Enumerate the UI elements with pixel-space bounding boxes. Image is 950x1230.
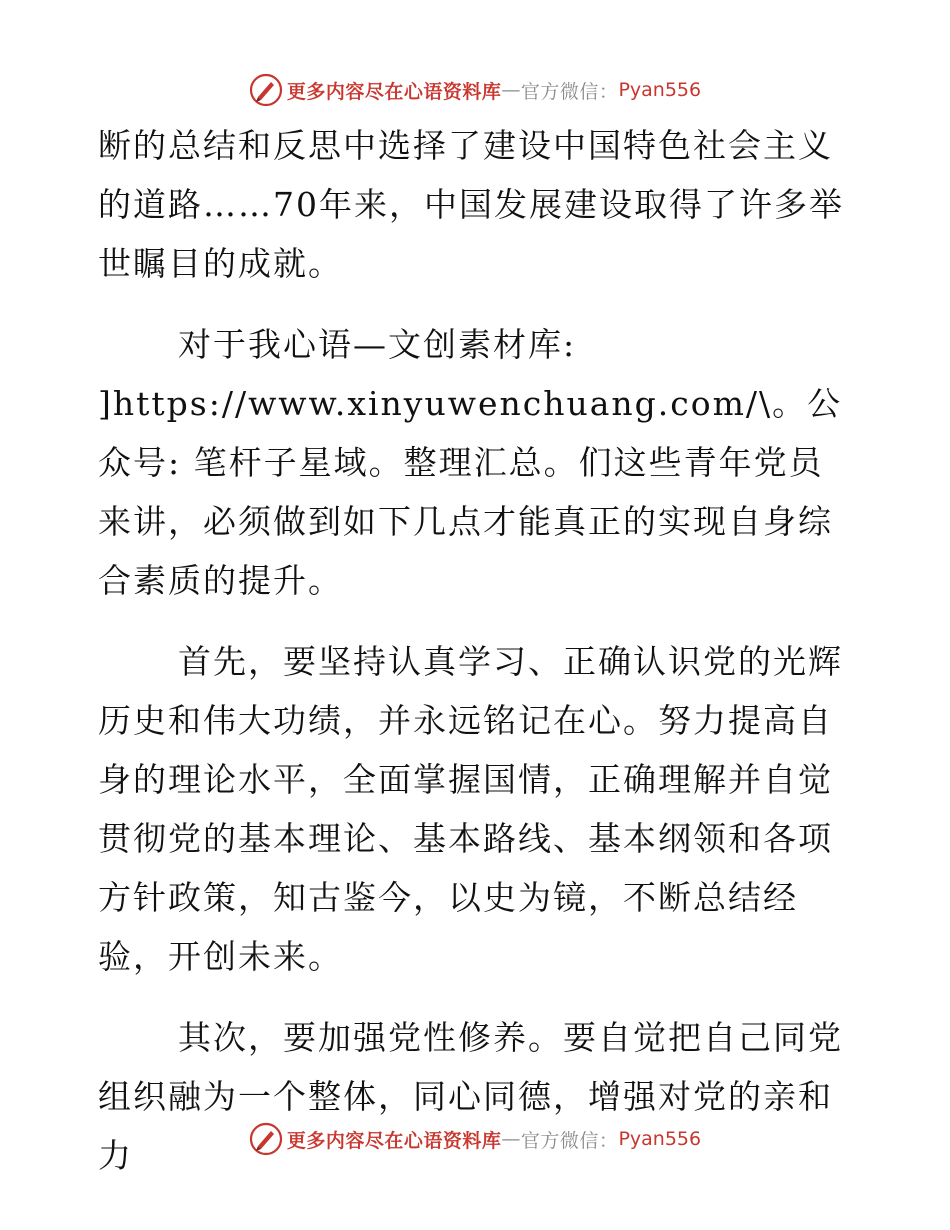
watermark-wechat-label: 官方微信： <box>520 1129 619 1152</box>
watermark-banner-top <box>0 72 950 108</box>
pen-logo-icon <box>249 73 283 107</box>
watermark-wechat-id: Pyan556 <box>618 79 702 101</box>
watermark-wechat-label: 官方微信： <box>520 80 619 103</box>
watermark-dash: — <box>501 79 521 101</box>
watermark-dash: — <box>501 1128 521 1150</box>
paragraph-3: 首先，要坚持认真学习、正确认识党的光辉历史和伟大功绩，并永远铭记在心。努力提高自身的理论水平，全面掌握国情，正确理解并自觉贯彻党的基本理论、基本路线、基本纲领和各项方针政策，知古鉴今，以史为镜，不断总结经验，开创未来。 <box>98 642 843 976</box>
watermark-banner-bottom <box>0 1121 950 1157</box>
watermark-site-name: 更多内容尽在心语资料库 <box>286 80 502 103</box>
watermark-site-name: 更多内容尽在心语资料库 <box>286 1129 502 1152</box>
paragraph-2: 对于我心语—文创素材库: ]https://www.xinyuwenchuang.com/\。公众号: 笔杆子星域。整理汇总。们这些青年党员来讲，必须做到如下几点才能真正的实现自身综合素质的提升。 <box>98 325 843 600</box>
watermark-wechat-id: Pyan556 <box>618 1128 702 1150</box>
paragraph-4: 其次，要加强党性修养。要自觉把自己同党组织融为一个整体，同心同德，增强对党的亲和力 <box>98 1018 843 1175</box>
document-body <box>98 116 858 1207</box>
paragraph-1: 断的总结和反思中选择了建设中国特色社会主义的道路……70年来，中国发展建设取得了许多举世瞩目的成就。 <box>98 126 844 283</box>
pen-logo-icon <box>249 1122 283 1156</box>
